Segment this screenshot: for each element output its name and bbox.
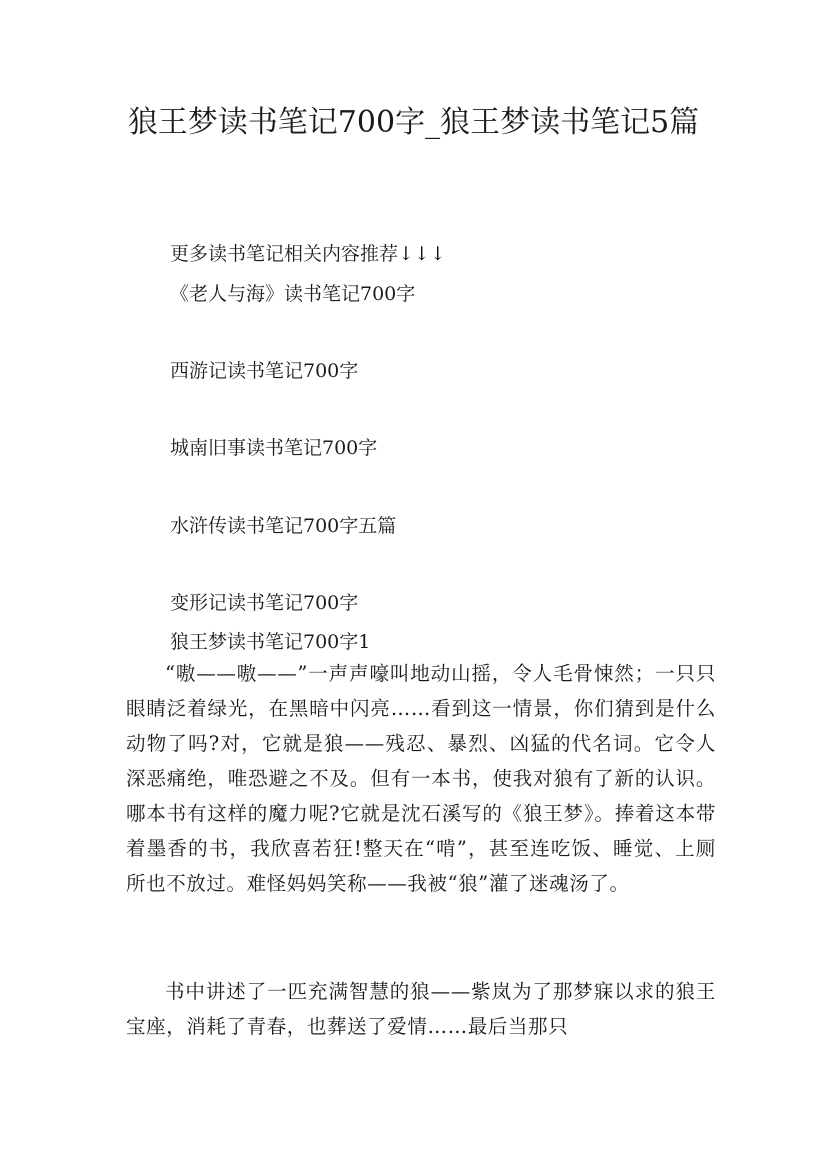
recommend-heading: 更多读书笔记相关内容推荐↓↓↓ <box>170 243 446 265</box>
recommend-link[interactable]: 城南旧事读书笔记700字 <box>170 437 378 459</box>
section-heading: 狼王梦读书笔记700字1 <box>170 631 371 653</box>
body-paragraph: “嗷——嗷——”一声声嚎叫地动山摇，令人毛骨悚然；一只只眼睛泛着绿光，在黑暗中闪亮……看到这一情景，你们猜到是什么动物了吗?对，它就是狼——残忍、暴烈、凶猛的代名词。它令人深恶痛绝，唯恐避之不及。但有一本书，使我对狼有了新的认识。哪本书有这样的魔力呢?它就是沈石溪写的《狼王梦》。捧着这本带着墨香的书，我欣喜若狂!整天在“啃”，甚至连吃饭、睡觉、上厕所也不放过。难怪妈妈笑称——我被“狼”灌了迷魂汤了。 <box>126 662 716 895</box>
recommend-link[interactable]: 《老人与海》读书笔记700字 <box>170 283 416 305</box>
recommend-link[interactable]: 西游记读书笔记700字 <box>170 360 359 382</box>
document-title: 狼王梦读书笔记700字_狼王梦读书笔记5篇 <box>127 105 700 140</box>
recommend-link[interactable]: 水浒传读书笔记700字五篇 <box>170 515 397 537</box>
recommend-link[interactable]: 变形记读书笔记700字 <box>170 592 359 614</box>
body-paragraph: 书中讲述了一匹充满智慧的狼——紫岚为了那梦寐以求的狼王宝座，消耗了青春，也葬送了爱情……最后当那只 <box>126 980 716 1038</box>
